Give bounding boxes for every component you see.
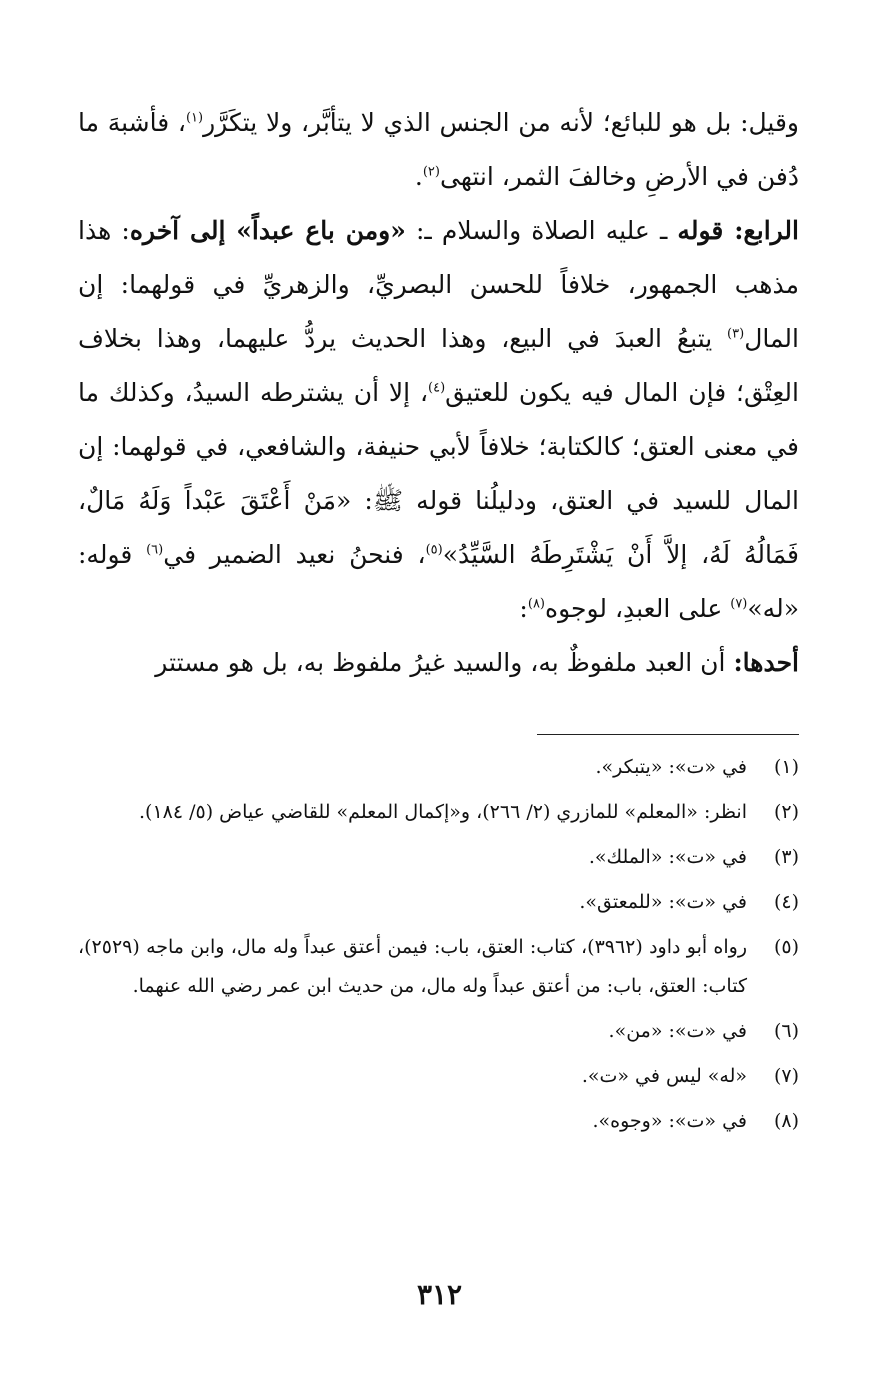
paragraph-2-lead: الرابع: قوله [677,216,799,245]
footnote-ref-5: (٥) [425,542,443,558]
paragraph-1-text-b: ، فأشبهَ ما دُفن في الأرضِ وخالفَ الثمر، انتهى [78,108,799,191]
footnote-text: في «ت»: «يتبكر». [595,756,747,778]
footnote-text: في «ت»: «الملك». [588,846,747,868]
footnote-5 [78,928,799,1006]
footnote-ref-1: (١) [185,110,204,126]
footnote-number: (٥) [773,936,799,958]
footnote-text: في «ت»: «وجوه». [592,1110,747,1132]
footnote-text: في «ت»: «من». [608,1020,747,1042]
page-number: ٣١٢ [416,1278,463,1311]
footnote-ref-4: (٤) [428,380,446,396]
paragraph-2-text-e: ، فنحنُ نعيد الضمير في [163,540,426,569]
paragraph-3-lead: أحدها: [733,648,799,677]
footnote-ref-3: (٣) [727,326,745,342]
footnote-ref-6: (٦) [146,542,164,558]
paragraph-1-text-a: وقيل: بل هو للبائع؛ لأنه من الجنس الذي لا يتأبَّر، ولا يتكَرَّر [203,108,799,137]
footnote-2 [78,793,799,832]
footnote-number: (٨) [773,1110,799,1132]
footnote-text: في «ت»: «للمعتق». [579,891,747,913]
paragraph-2-text-f: قوله: «له» [78,540,799,623]
footnote-6 [78,1012,799,1051]
footnote-7 [78,1057,799,1096]
paragraph-2-text-d: ، إلا أن يشترطه السيدُ، وكذلك ما في معنى العتق؛ كالكتابة؛ خلافاً لأبي حنيفة، والشافعي، في قولهما: إن المال للسيد في العتق، ودليلُنا قوله ﷺ: «مَنْ أَعْتَقَ عَبْداً وَلَهُ مَالٌ، فَمَالُهُ لَهُ، إلاَّ أَنْ يَشْتَرِطَهُ السَّيِّدُ» [78,378,799,569]
paragraph-2-text-a: ـ عليه الصلاة والسلام ـ: [405,216,678,245]
footnote-separator [537,734,799,735]
footnote-number: (٧) [773,1065,799,1087]
paragraph-2-text-b: : هذا مذهب الجمهور، خلافاً للحسن البصريِّ، والزهريِّ في قولهما: إن المال [78,216,799,353]
footnote-number: (٢) [773,801,799,823]
footnote-text: «له» ليس في «ت». [581,1065,747,1087]
footnote-text: رواه أبو داود (٣٩٦٢)، كتاب: العتق، باب: فيمن أعتق عبداً وله مال، وابن ماجه (٢٥٢٩)، كتاب: العتق، باب: من أعتق عبداً وله مال، من حديث ابن عمر رضي الله عنهما. [78,936,747,997]
footnote-ref-2: (٢) [422,164,440,180]
footnote-8 [78,1102,799,1141]
paragraph-2 [78,204,799,636]
paragraph-3-text-a: أن العبد ملفوظٌ به، والسيد غيرُ ملفوظ به، بل هو مستتر [155,648,734,677]
paragraph-1 [78,96,799,204]
footnote-ref-8: (٨) [527,596,545,612]
main-text-block [78,96,799,690]
footnote-text: انظر: «المعلم» للمازري (٢/ ٢٦٦)، و«إكمال المعلم» للقاضي عياض (٥/ ١٨٤). [138,801,747,823]
footnote-number: (٦) [773,1020,799,1042]
footnote-1 [78,748,799,787]
footnote-number: (١) [773,756,799,778]
footnote-number: (٣) [773,846,799,868]
footnote-4 [78,883,799,922]
footnote-3 [78,838,799,877]
paragraph-2-text-c: يتبعُ العبدَ في البيع، وهذا الحديث يردُّ عليهما، وهذا بخلاف العِتْق؛ فإن المال فيه يكون للعتيق [78,324,799,407]
paragraph-1-text-c: . [414,162,423,191]
paragraph-2-text-h: : [519,594,528,623]
paragraph-2-quote: «ومن باع عبداً» إلى آخره [129,216,406,245]
footnote-ref-7: (٧) [730,596,748,612]
paragraph-3 [78,636,799,690]
footnotes-section [78,748,799,1147]
paragraph-2-text-g: على العبدِ، لوجوه [545,594,731,623]
footnote-number: (٤) [773,891,799,913]
